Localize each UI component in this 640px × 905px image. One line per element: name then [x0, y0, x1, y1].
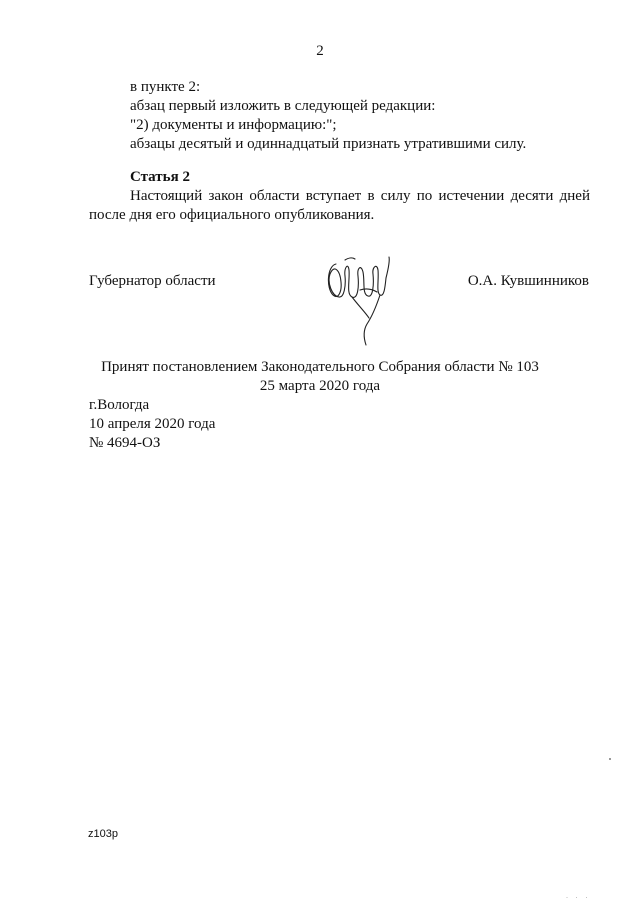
- article-heading: Статья 2: [130, 169, 190, 185]
- amendment-block: [130, 78, 526, 154]
- amendment-line: абзацы десятый и одиннадцатый признать утратившими силу.: [130, 136, 527, 152]
- scan-marks: · · ·: [566, 895, 591, 901]
- article-paragraph: [89, 187, 590, 225]
- page-number: 2: [316, 43, 324, 59]
- adoption-line-1: Принят постановлением Законодательного Собрания области № 103: [101, 359, 539, 375]
- governor-name: О.А. Кувшинников: [467, 273, 589, 289]
- amendment-line: "2) документы и информацию:";: [130, 117, 337, 133]
- adoption-date: 25 марта 2020 года: [259, 378, 381, 394]
- amendment-line: в пункте 2:: [130, 79, 201, 95]
- amendment-line: абзац первый изложить в следующей редакции:: [130, 98, 436, 114]
- article-line-2: после дня его официального опубликования.: [89, 207, 375, 223]
- document-code: z103p: [88, 828, 118, 840]
- signing-date: 10 апреля 2020 года: [89, 416, 216, 432]
- law-number: № 4694-ОЗ: [89, 435, 161, 451]
- governor-title: Губернатор области: [89, 273, 216, 289]
- place-date-block: [89, 396, 215, 453]
- scan-speck: [609, 758, 611, 760]
- adoption-note: [0, 358, 640, 396]
- city: г.Вологда: [89, 397, 150, 413]
- article-line-1: Настоящий закон области вступает в силу по истечении десяти дней: [130, 188, 590, 204]
- handwritten-signature: [322, 252, 394, 352]
